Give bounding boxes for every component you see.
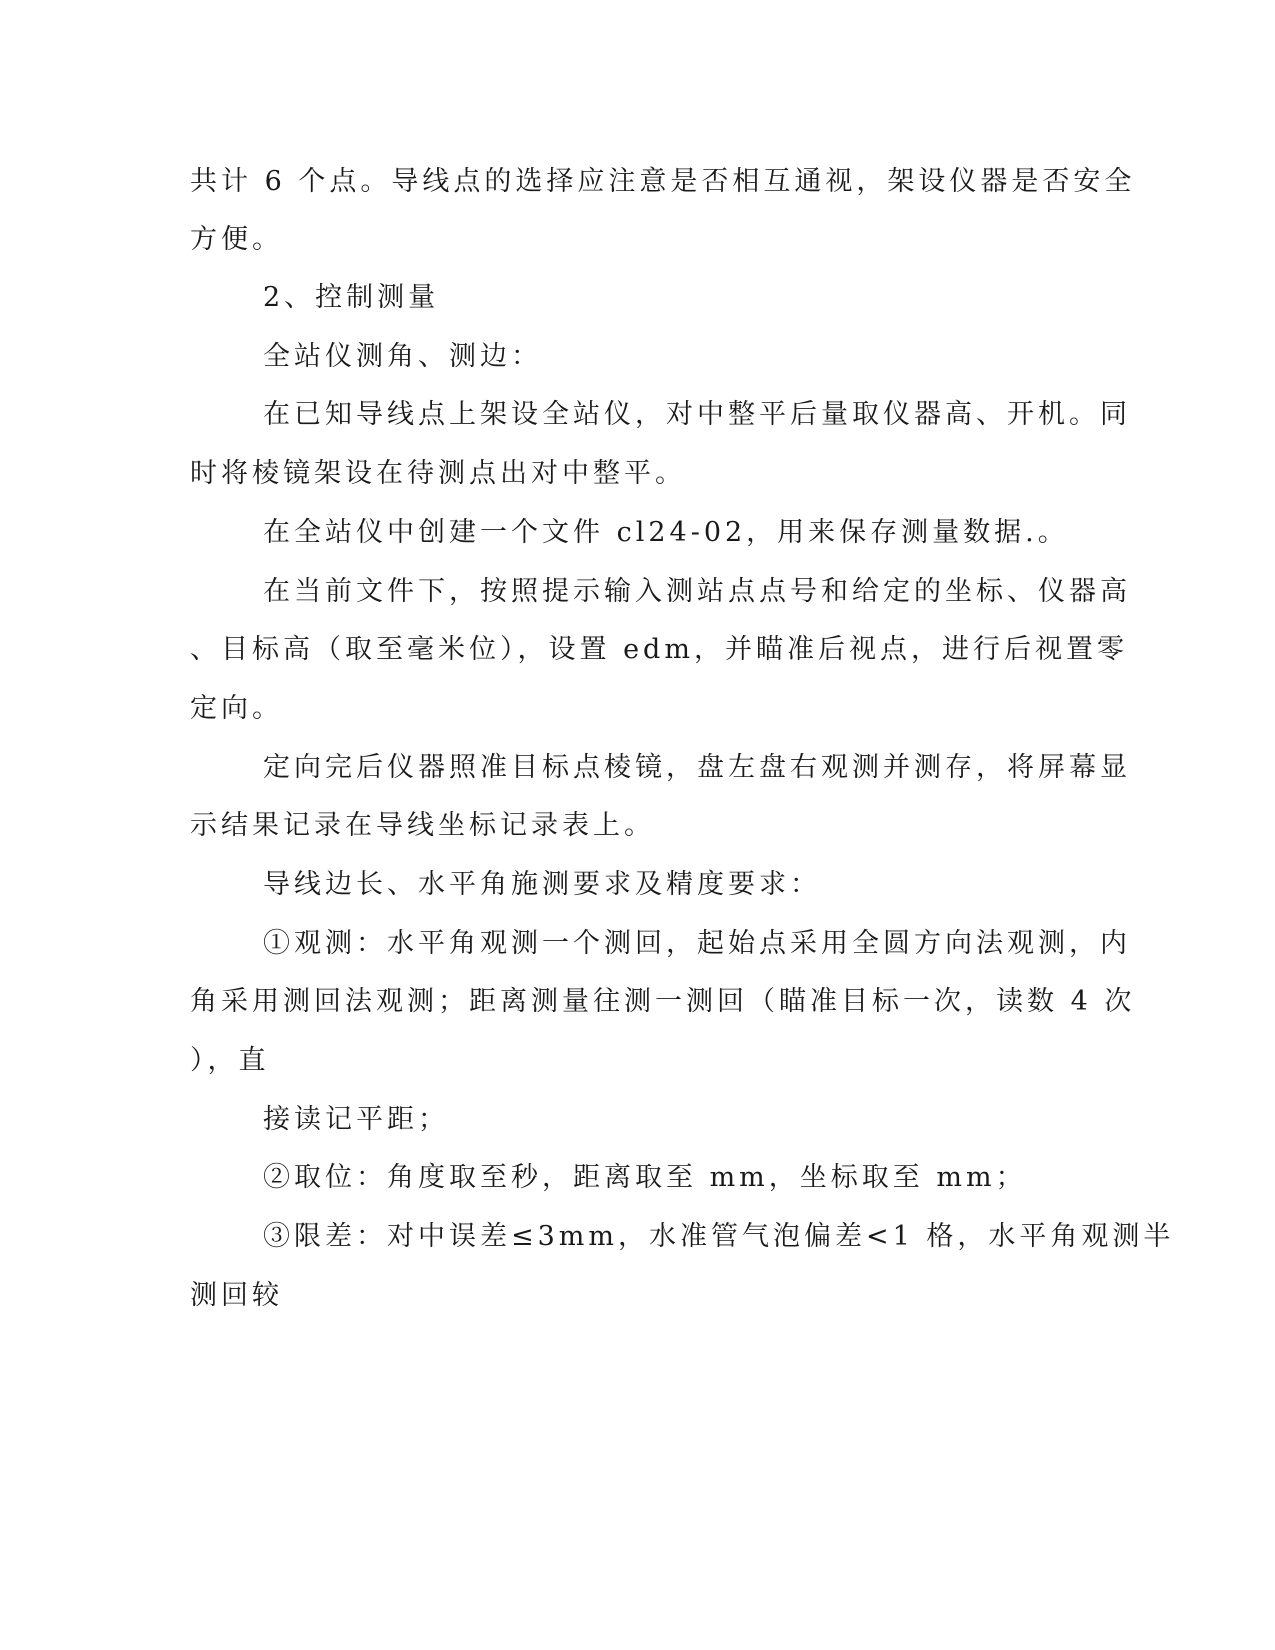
text-line-13: 导线边长、水平角施测要求及精度要求：: [263, 869, 821, 900]
text-line-11: 定向完后仪器照准目标点棱镜，盘左盘右观测并测存，将屏幕显: [263, 752, 1131, 783]
text-line-9: 、目标高（取至毫米位），设置 edm，并瞄准后视点，进行后视置零: [190, 634, 1128, 665]
text-line-7: 在全站仪中创建一个文件 cl24-02，用来保存测量数据.。: [263, 517, 1069, 548]
text-line-10: 定向。: [190, 693, 283, 724]
text-line-1: 共计 6 个点。导线点的选择应注意是否相互通视，架设仪器是否安全: [190, 166, 1136, 197]
text-line-20: 测回较: [190, 1280, 283, 1311]
text-line-6: 时将棱镜架设在待测点出对中整平。: [190, 458, 686, 489]
text-line-4: 全站仪测角、测边：: [263, 341, 542, 372]
section-heading: 2、控制测量: [263, 282, 440, 313]
text-line-12: 示结果记录在导线坐标记录表上。: [190, 810, 655, 841]
text-line-16: ），直: [190, 1045, 270, 1076]
text-line-19: ③限差：对中误差≤3mm，水准管气泡偏差<1 格，水平角观测半: [263, 1221, 1175, 1252]
text-line-15: 角采用测回法观测；距离测量往测一测回（瞄准目标一次，读数 4 次: [190, 986, 1136, 1017]
text-line-2: 方便。: [190, 224, 283, 255]
text-line-17: 接读记平距；: [263, 1104, 449, 1135]
text-line-5: 在已知导线点上架设全站仪，对中整平后量取仪器高、开机。同: [263, 399, 1131, 430]
text-line-14: ①观测：水平角观测一个测回，起始点采用全圆方向法观测，内: [263, 928, 1131, 959]
text-line-8: 在当前文件下，按照提示输入测站点点号和给定的坐标、仪器高: [263, 576, 1131, 607]
text-line-18: ②取位：角度取至秒，距离取至 mm，坐标取至 mm；: [263, 1162, 1027, 1193]
